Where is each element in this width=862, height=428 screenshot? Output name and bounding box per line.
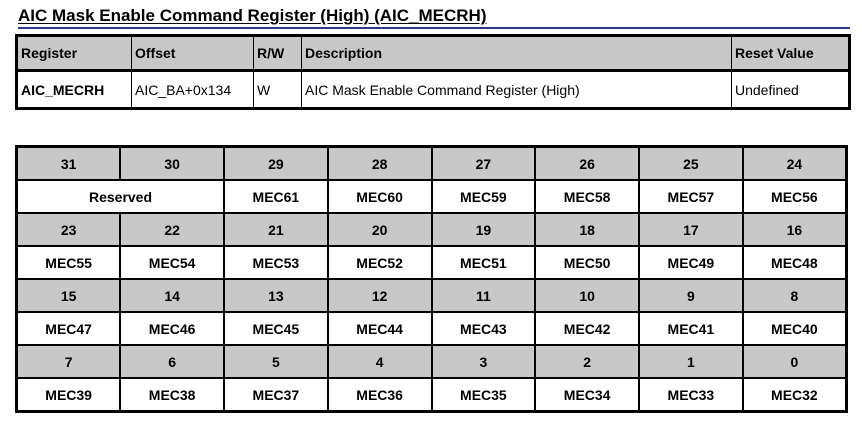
field-name-cell: Reserved	[17, 180, 225, 213]
field-name-cell: MEC36	[328, 378, 432, 412]
bit-field-table-body	[17, 147, 847, 412]
field-name-cell: MEC48	[743, 246, 847, 279]
bit-number-cell: 6	[120, 345, 224, 378]
field-name-cell: MEC56	[743, 180, 847, 213]
rw-cell: W	[254, 71, 302, 109]
bit-number-cell: 17	[639, 213, 743, 246]
field-name-cell: MEC34	[535, 378, 639, 412]
field-name-cell: MEC51	[432, 246, 536, 279]
header-register: Register	[17, 36, 132, 71]
bit-number-cell: 3	[432, 345, 536, 378]
header-reset-value: Reset Value	[732, 36, 850, 71]
page-title: AIC Mask Enable Command Register (High) (AIC_MECRH)	[18, 6, 487, 25]
field-name-cell: MEC46	[120, 312, 224, 345]
bit-number-cell: 2	[535, 345, 639, 378]
field-name-cell: MEC47	[17, 312, 121, 345]
bit-number-cell: 8	[743, 279, 847, 312]
field-name-cell: MEC61	[224, 180, 328, 213]
bit-number-row	[17, 147, 847, 181]
bit-number-cell: 10	[535, 279, 639, 312]
field-name-cell: MEC55	[17, 246, 121, 279]
bit-number-cell: 9	[639, 279, 743, 312]
header-offset: Offset	[132, 36, 254, 71]
field-name-cell: MEC45	[224, 312, 328, 345]
field-name-cell: MEC57	[639, 180, 743, 213]
bit-number-cell: 28	[328, 147, 432, 181]
bit-number-cell: 19	[432, 213, 536, 246]
field-name-cell: MEC35	[432, 378, 536, 412]
bit-number-cell: 24	[743, 147, 847, 181]
bit-number-cell: 26	[535, 147, 639, 181]
bit-number-cell: 11	[432, 279, 536, 312]
bit-number-cell: 23	[17, 213, 121, 246]
bit-number-row	[17, 279, 847, 312]
bit-number-cell: 18	[535, 213, 639, 246]
bit-number-row	[17, 345, 847, 378]
register-name-cell: AIC_MECRH	[17, 71, 132, 109]
field-name-cell: MEC50	[535, 246, 639, 279]
title-block	[18, 5, 850, 29]
register-summary-table	[15, 34, 851, 110]
bit-number-cell: 20	[328, 213, 432, 246]
field-name-cell: MEC53	[224, 246, 328, 279]
bit-number-cell: 4	[328, 345, 432, 378]
field-name-row	[17, 180, 847, 213]
field-name-cell: MEC40	[743, 312, 847, 345]
bit-number-cell: 13	[224, 279, 328, 312]
field-name-row	[17, 312, 847, 345]
bit-number-cell: 22	[120, 213, 224, 246]
field-name-row	[17, 246, 847, 279]
bit-field-table	[15, 145, 848, 413]
bit-number-row	[17, 213, 847, 246]
bit-number-cell: 15	[17, 279, 121, 312]
field-name-cell: MEC60	[328, 180, 432, 213]
bit-number-cell: 16	[743, 213, 847, 246]
header-description: Description	[302, 36, 732, 71]
field-name-cell: MEC54	[120, 246, 224, 279]
description-cell: AIC Mask Enable Command Register (High)	[302, 71, 732, 109]
field-name-cell: MEC43	[432, 312, 536, 345]
field-name-cell: MEC59	[432, 180, 536, 213]
field-name-cell: MEC32	[743, 378, 847, 412]
bit-number-cell: 27	[432, 147, 536, 181]
field-name-cell: MEC52	[328, 246, 432, 279]
field-name-cell: MEC39	[17, 378, 121, 412]
field-name-cell: MEC58	[535, 180, 639, 213]
field-name-cell: MEC33	[639, 378, 743, 412]
register-table-header-row	[17, 36, 850, 71]
field-name-cell: MEC38	[120, 378, 224, 412]
bit-number-cell: 12	[328, 279, 432, 312]
register-table-row	[17, 71, 850, 109]
field-name-cell: MEC41	[639, 312, 743, 345]
bit-number-cell: 29	[224, 147, 328, 181]
field-name-cell: MEC37	[224, 378, 328, 412]
bit-number-cell: 30	[120, 147, 224, 181]
bit-number-cell: 25	[639, 147, 743, 181]
reset-value-cell: Undefined	[732, 71, 850, 109]
bit-number-cell: 31	[17, 147, 121, 181]
bit-number-cell: 14	[120, 279, 224, 312]
bit-number-cell: 7	[17, 345, 121, 378]
bit-number-cell: 21	[224, 213, 328, 246]
field-name-cell: MEC49	[639, 246, 743, 279]
bit-number-cell: 1	[639, 345, 743, 378]
bit-number-cell: 5	[224, 345, 328, 378]
field-name-cell: MEC42	[535, 312, 639, 345]
header-rw: R/W	[254, 36, 302, 71]
field-name-row	[17, 378, 847, 412]
bit-number-cell: 0	[743, 345, 847, 378]
offset-cell: AIC_BA+0x134	[132, 71, 254, 109]
field-name-cell: MEC44	[328, 312, 432, 345]
